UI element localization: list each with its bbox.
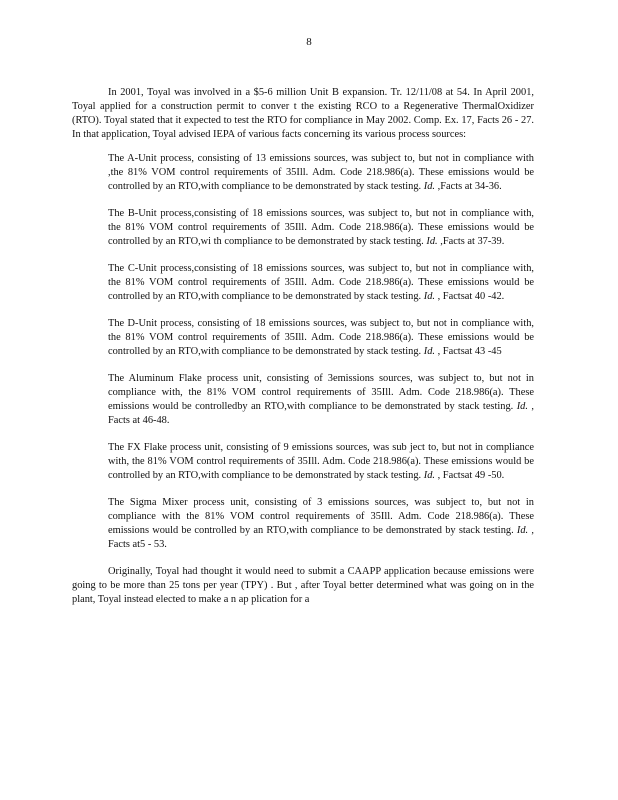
quoted-block-sigma-mixer: The Sigma Mixer process unit, consisting of 3 emissions sources, was subject to, but not in compliance with the 81% VOM control requirements of 35Ill. Adm. Code 218.986(a). These emissions would be controlled by an RTO,with compliance to be demonstrated by stack testing. Id. , Facts at5 - 53. xyxy=(108,497,534,550)
page-number: 8 xyxy=(306,36,312,48)
quoted-block-fx-flake: The FX Flake process unit, consisting of 9 emissions sources, was sub ject to, but not in compliance with, the 81% VOM control requirements of 35Ill. Adm. Code 218.986(a). These emissions would be controlled by an RTO,with compliance to be demonstrated by stack testing. Id. , Factsat 49 -50. xyxy=(108,442,534,481)
quoted-block-d-unit: The D-Unit process, consisting of 18 emissions sources, was subject to, but not in compliance with, the 81% VOM control requirements of 35Ill. Adm. Code 218.986(a). These emissions would be controlled by an RTO,with compliance to be demonstrated by stack testing. Id. , Factsat 43 -45 xyxy=(108,318,534,357)
document-body xyxy=(72,86,534,607)
quoted-block-c-unit: The C-Unit process,consisting of 18 emissions sources, was subject to, but not in compliance with, the 81% VOM control requirements of 35Ill. Adm. Code 218.986(a). These emissions would be controlled by an RTO,with compliance to be demonstrated by stack testing. Id. , Factsat 40 -42. xyxy=(108,263,534,302)
closing-paragraph: Originally, Toyal had thought it would need to submit a CAAPP application because emissions were going to be more than 25 tons per year (TPY) . But , after Toyal better determined what was going on in the plant, Toyal instead elected to make a n ap plication for a xyxy=(72,566,534,605)
quoted-block-aluminum-flake: The Aluminum Flake process unit, consisting of 3emissions sources, was subject to, but not in compliance with, the 81% VOM control requirements of 35Ill. Adm. Code 218.986(a). These emissions would be controlledby an RTO,with compliance to be demonstrated by stack testing. Id. , Facts at 46-48. xyxy=(108,373,534,426)
quoted-block-a-unit: The A-Unit process, consisting of 13 emissions sources, was subject to, but not in compliance with ,the 81% VOM control requirements of 35Ill. Adm. Code 218.986(a). These emissions would be controlled by an RTO,with compliance to be demonstrated by stack testing. Id. ,Facts at 34-36. xyxy=(108,153,534,192)
intro-paragraph: In 2001, Toyal was involved in a $5-6 million Unit B expansion. Tr. 12/11/08 at 54. In April 2001, Toyal applied for a construction permit to conver t the existing RCO to a Regenerative ThermalOxidizer (RTO). Toyal stated that it expected to test the RTO for compliance in May 2002. Comp. Ex. 17, Facts 26 - 27. In that application, Toyal advised IEPA of various facts concerning its various process sources: xyxy=(72,87,534,140)
quoted-block-b-unit: The B-Unit process,consisting of 18 emissions sources, was subject to, but not in compliance with, the 81% VOM control requirements of 35Ill. Adm. Code 218.986(a). These emissions would be controlled by an RTO,wi th compliance to be demonstrated by stack testing. Id. ,Facts at 37-39. xyxy=(108,208,534,247)
